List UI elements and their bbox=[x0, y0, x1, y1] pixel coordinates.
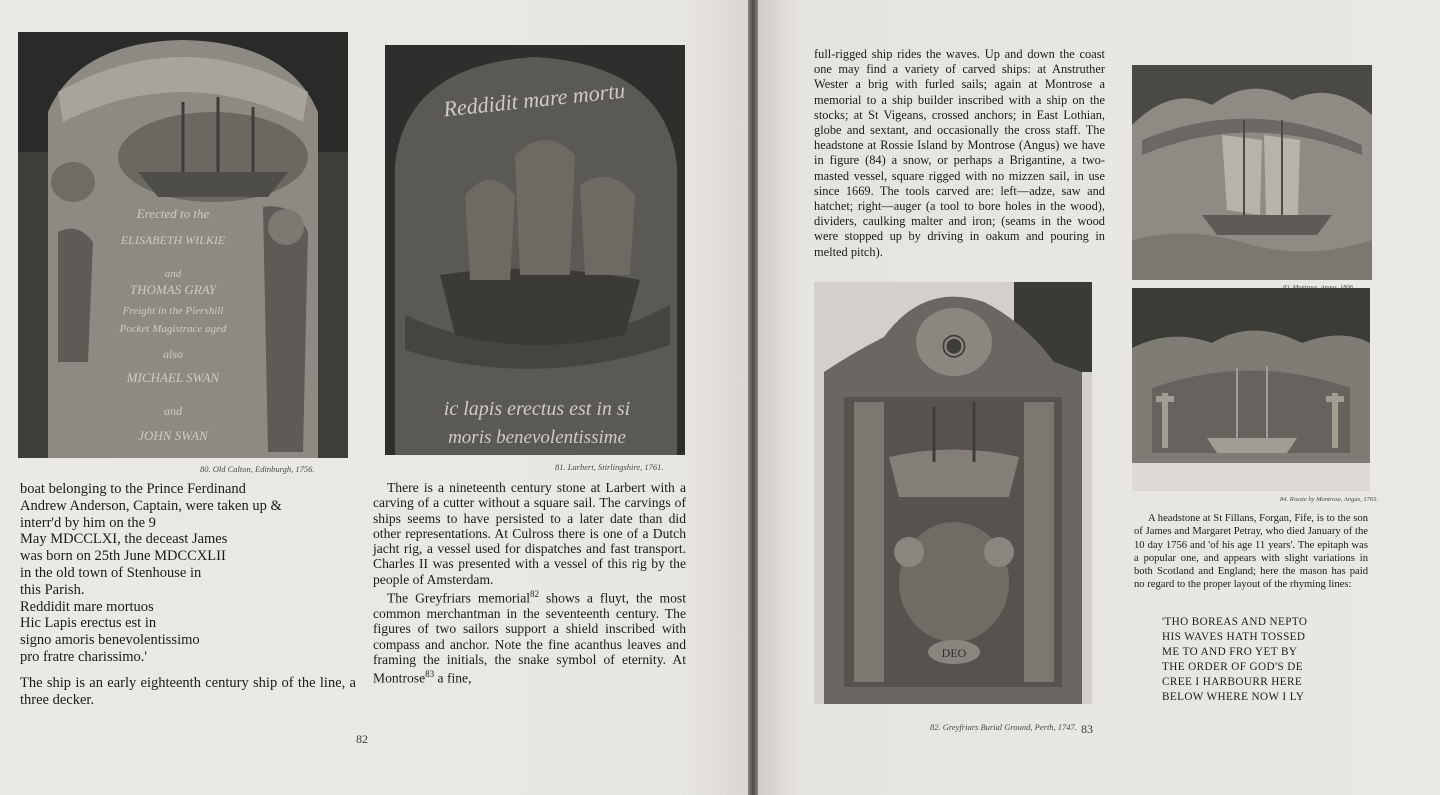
epitaph-line: THE ORDER OF GOD'S DE bbox=[1162, 661, 1303, 673]
inscription-line: JOHN SWAN bbox=[138, 428, 208, 443]
text-run: a fine, bbox=[434, 670, 472, 686]
epitaph bbox=[1162, 615, 1362, 705]
book-gutter bbox=[748, 0, 758, 795]
inscription-line: MICHAEL SWAN bbox=[126, 370, 220, 385]
quote-line: interr'd by him on the 9 bbox=[20, 514, 156, 531]
photo-greyfriars-headstone bbox=[814, 282, 1092, 704]
right-page bbox=[758, 0, 1440, 795]
quote-line: boat belonging to the Prince Ferdinand bbox=[20, 481, 246, 497]
figure-reference: 83 bbox=[425, 669, 435, 680]
inscription-line: moris benevolentissime bbox=[448, 427, 626, 448]
quote-line: pro fratre charissimo.' bbox=[20, 648, 148, 665]
photo-caption: 81. Larbert, Stirlingshire, 1761. bbox=[555, 462, 664, 472]
photo-montrose-headstone bbox=[1132, 65, 1372, 280]
epitaph-line: ME TO AND FRO YET BY bbox=[1162, 646, 1298, 658]
text-run: shows a fluyt, the most common merchantman in the seventeenth century. The figures of two sailors support a shield inscribed with compass and anchor. Note the fine acanthus leaves and framing the initials, the snake symbol of eternity. At Montrose bbox=[373, 590, 686, 686]
inscription-line: and bbox=[164, 404, 182, 418]
body-paragraph bbox=[814, 47, 1105, 260]
photo-larbert-headstone bbox=[385, 45, 685, 455]
quoted-inscription bbox=[20, 481, 360, 666]
inscription-line: and bbox=[164, 268, 182, 280]
epitaph-line: BELOW WHERE NOW I LY bbox=[1162, 691, 1305, 703]
paragraph-text: The ship is an early eighteenth century ship of the line, a three decker. bbox=[20, 675, 356, 708]
body-column-2 bbox=[373, 480, 686, 686]
body-paragraph bbox=[1134, 512, 1368, 592]
inscription-line: Reddidit mare mortu bbox=[442, 77, 627, 122]
monogram-icon: ◉ bbox=[940, 328, 968, 361]
page-number: 83 bbox=[1081, 722, 1093, 736]
photo-caption: 84. Rossie by Montrose, Angus, 1765. bbox=[1280, 496, 1379, 503]
quote-line: May MDCCLXI, the deceast James bbox=[20, 531, 228, 548]
photo-caption: 82. Greyfriars Burial Ground, Perth, 1747. bbox=[930, 722, 1077, 732]
quote-line: was born on 25th June MDCCXLII bbox=[20, 548, 226, 565]
figure-reference: 82 bbox=[530, 589, 540, 600]
text-run: The Greyfriars memorial bbox=[387, 590, 531, 606]
epitaph-line: HIS WAVES HATH TOSSED bbox=[1162, 631, 1306, 643]
quote-line: Reddidit mare mortuos bbox=[20, 598, 154, 615]
inscription-line: Freight in the Piershill bbox=[122, 305, 224, 317]
paragraph-text bbox=[373, 587, 686, 686]
inscription-line: DEO bbox=[941, 646, 967, 660]
quote-line: Andrew Anderson, Captain, were taken up & bbox=[20, 497, 282, 514]
inscription-line: also bbox=[162, 347, 184, 361]
paragraph-text: There is a nineteenth century stone at Larbert with a carving of a cutter without a square sail. The carvings of ships seems to have persisted to a later date than did other representations. At Culross there is one of a Dutch jacht rig, a vessel used for dispatches and fast transport. Charles II was presented with a vessel of this rig by the people of Amsterdam. bbox=[373, 480, 686, 587]
quote-line: Hic Lapis erectus est in bbox=[20, 615, 157, 632]
inscription-line: ELISABETH WILKIE bbox=[120, 233, 226, 247]
quote-line: this Parish. bbox=[20, 581, 85, 598]
quote-line: signo amoris benevolentissimo bbox=[20, 632, 200, 649]
inscription-line: THOMAS GRAY bbox=[129, 282, 217, 297]
quote-line: in the old town of Stenhouse in bbox=[20, 564, 202, 581]
epitaph-line: 'THO BOREAS AND NEPTO bbox=[1162, 616, 1308, 628]
inscription-line: Erected to the bbox=[136, 206, 210, 221]
photo-caption: 80. Old Calton, Edinburgh, 1756. bbox=[200, 464, 315, 474]
epitaph-line: CREE I HARBOURR HERE bbox=[1162, 676, 1303, 688]
body-paragraph bbox=[20, 675, 356, 709]
photo-rossie-headstone bbox=[1132, 288, 1370, 491]
paragraph-text: full-rigged ship rides the waves. Up and down the coast one may find a variety of carved ships: at Anstruther Wester a brig with furled sails; again at Montrose a memorial to a ship builder inscribed with a ship on the stocks; at St Vigeans, crossed anchors; in East Lothian, globe and sextant, and occasionally the cross staff. The headstone at Rossie Island by Montrose (Angus) we have in figure (84) a snow, or perhaps a Brigantine, a two-masted vessel, square rigged with no mizzen sail, in use since 1669. The tools carved are: left—adze, saw and hatchet; right—auger (a tool to bore holes in the wood), dividers, caulking malter and iron; (seams in the wood were stopped up by driving in oakum and pouring in melted pitch). bbox=[814, 47, 1105, 259]
photo-old-calton-headstone bbox=[18, 32, 348, 458]
inscription-line: ic lapis erectus est in si bbox=[443, 398, 631, 420]
paragraph-text: A headstone at St Fillans, Forgan, Fife, is to the son of James and Margaret Petray, who died January of the 10 day 1756 and 'of his age 11 years'. The epitaph was a popular one, and appears with slight variations in both Scotland and England; here the mason has paid no regard to the proper layout of the rhyming lines: bbox=[1134, 513, 1368, 591]
inscription-line: Pocket Magistrace aged bbox=[119, 323, 227, 335]
page-number: 82 bbox=[356, 732, 368, 746]
